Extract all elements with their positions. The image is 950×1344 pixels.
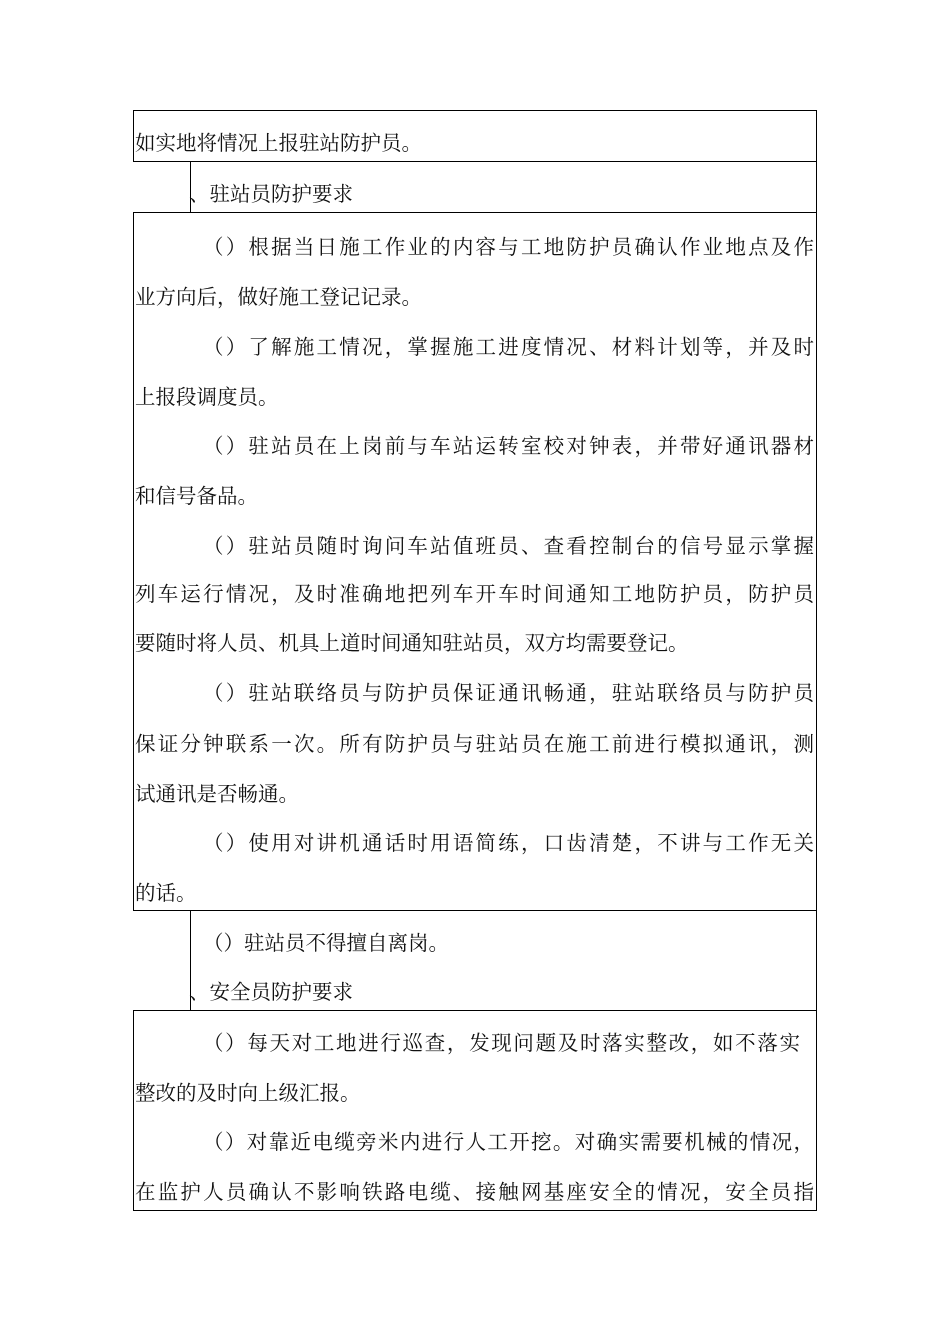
border-left-box1 bbox=[133, 110, 134, 162]
text-line: 和信号备品。 bbox=[135, 484, 258, 508]
border-right-box1 bbox=[816, 110, 817, 1211]
text-line: （）驻站员在上岗前与车站运转室校对钟表，并带好通讯器材 bbox=[203, 434, 814, 458]
text-line: （）了解施工情况，掌握施工进度情况、材料计划等，并及时 bbox=[203, 335, 814, 359]
border-bottom-box2 bbox=[133, 910, 817, 911]
text-line: 要随时将人员、机具上道时间通知驻站员，双方均需要登记。 bbox=[135, 631, 689, 655]
section-heading-station-guard: 、驻站员防护要求 bbox=[189, 182, 353, 206]
text-line: （）使用对讲机通话时用语简练，口齿清楚，不讲与工作无关 bbox=[203, 831, 814, 855]
section-heading-safety-officer: 、安全员防护要求 bbox=[189, 980, 353, 1004]
border-top-box2 bbox=[133, 212, 817, 213]
border-bottom-box1 bbox=[133, 161, 817, 162]
text-line: 如实地将情况上报驻站防护员。 bbox=[135, 131, 422, 155]
text-line: （）每天对工地进行巡查，发现问题及时落实整改，如不落实 bbox=[203, 1031, 800, 1055]
text-line: 业方向后，做好施工登记记录。 bbox=[135, 285, 422, 309]
text-line: 列车运行情况，及时准确地把列车开车时间通知工地防护员，防护员 bbox=[135, 582, 814, 606]
text-line: 试通讯是否畅通。 bbox=[135, 782, 299, 806]
text-line: 的话。 bbox=[135, 881, 197, 905]
text-line: 保证分钟联系一次。所有防护员与驻站员在施工前进行模拟通讯，测 bbox=[135, 732, 814, 756]
border-left-box3 bbox=[133, 1010, 134, 1211]
border-bottom-box3 bbox=[133, 1210, 817, 1211]
text-line: 整改的及时向上级汇报。 bbox=[135, 1081, 361, 1105]
text-line: 在监护人员确认不影响铁路电缆、接触网基座安全的情况，安全员指 bbox=[135, 1180, 814, 1204]
text-line: （）根据当日施工作业的内容与工地防护员确认作业地点及作 bbox=[203, 235, 814, 259]
border-top-box1 bbox=[133, 110, 817, 111]
text-line: （）驻站员不得擅自离岗。 bbox=[203, 931, 449, 955]
border-left-box2 bbox=[133, 212, 134, 911]
text-line: （）驻站联络员与防护员保证通讯畅通，驻站联络员与防护员 bbox=[203, 681, 814, 705]
text-line: （）对靠近电缆旁米内进行人工开挖。对确实需要机械的情况， bbox=[203, 1130, 814, 1154]
text-line: （）驻站员随时询问车站值班员、查看控制台的信号显示掌握 bbox=[203, 534, 814, 558]
border-top-box3 bbox=[133, 1010, 817, 1011]
text-line: 上报段调度员。 bbox=[135, 385, 279, 409]
